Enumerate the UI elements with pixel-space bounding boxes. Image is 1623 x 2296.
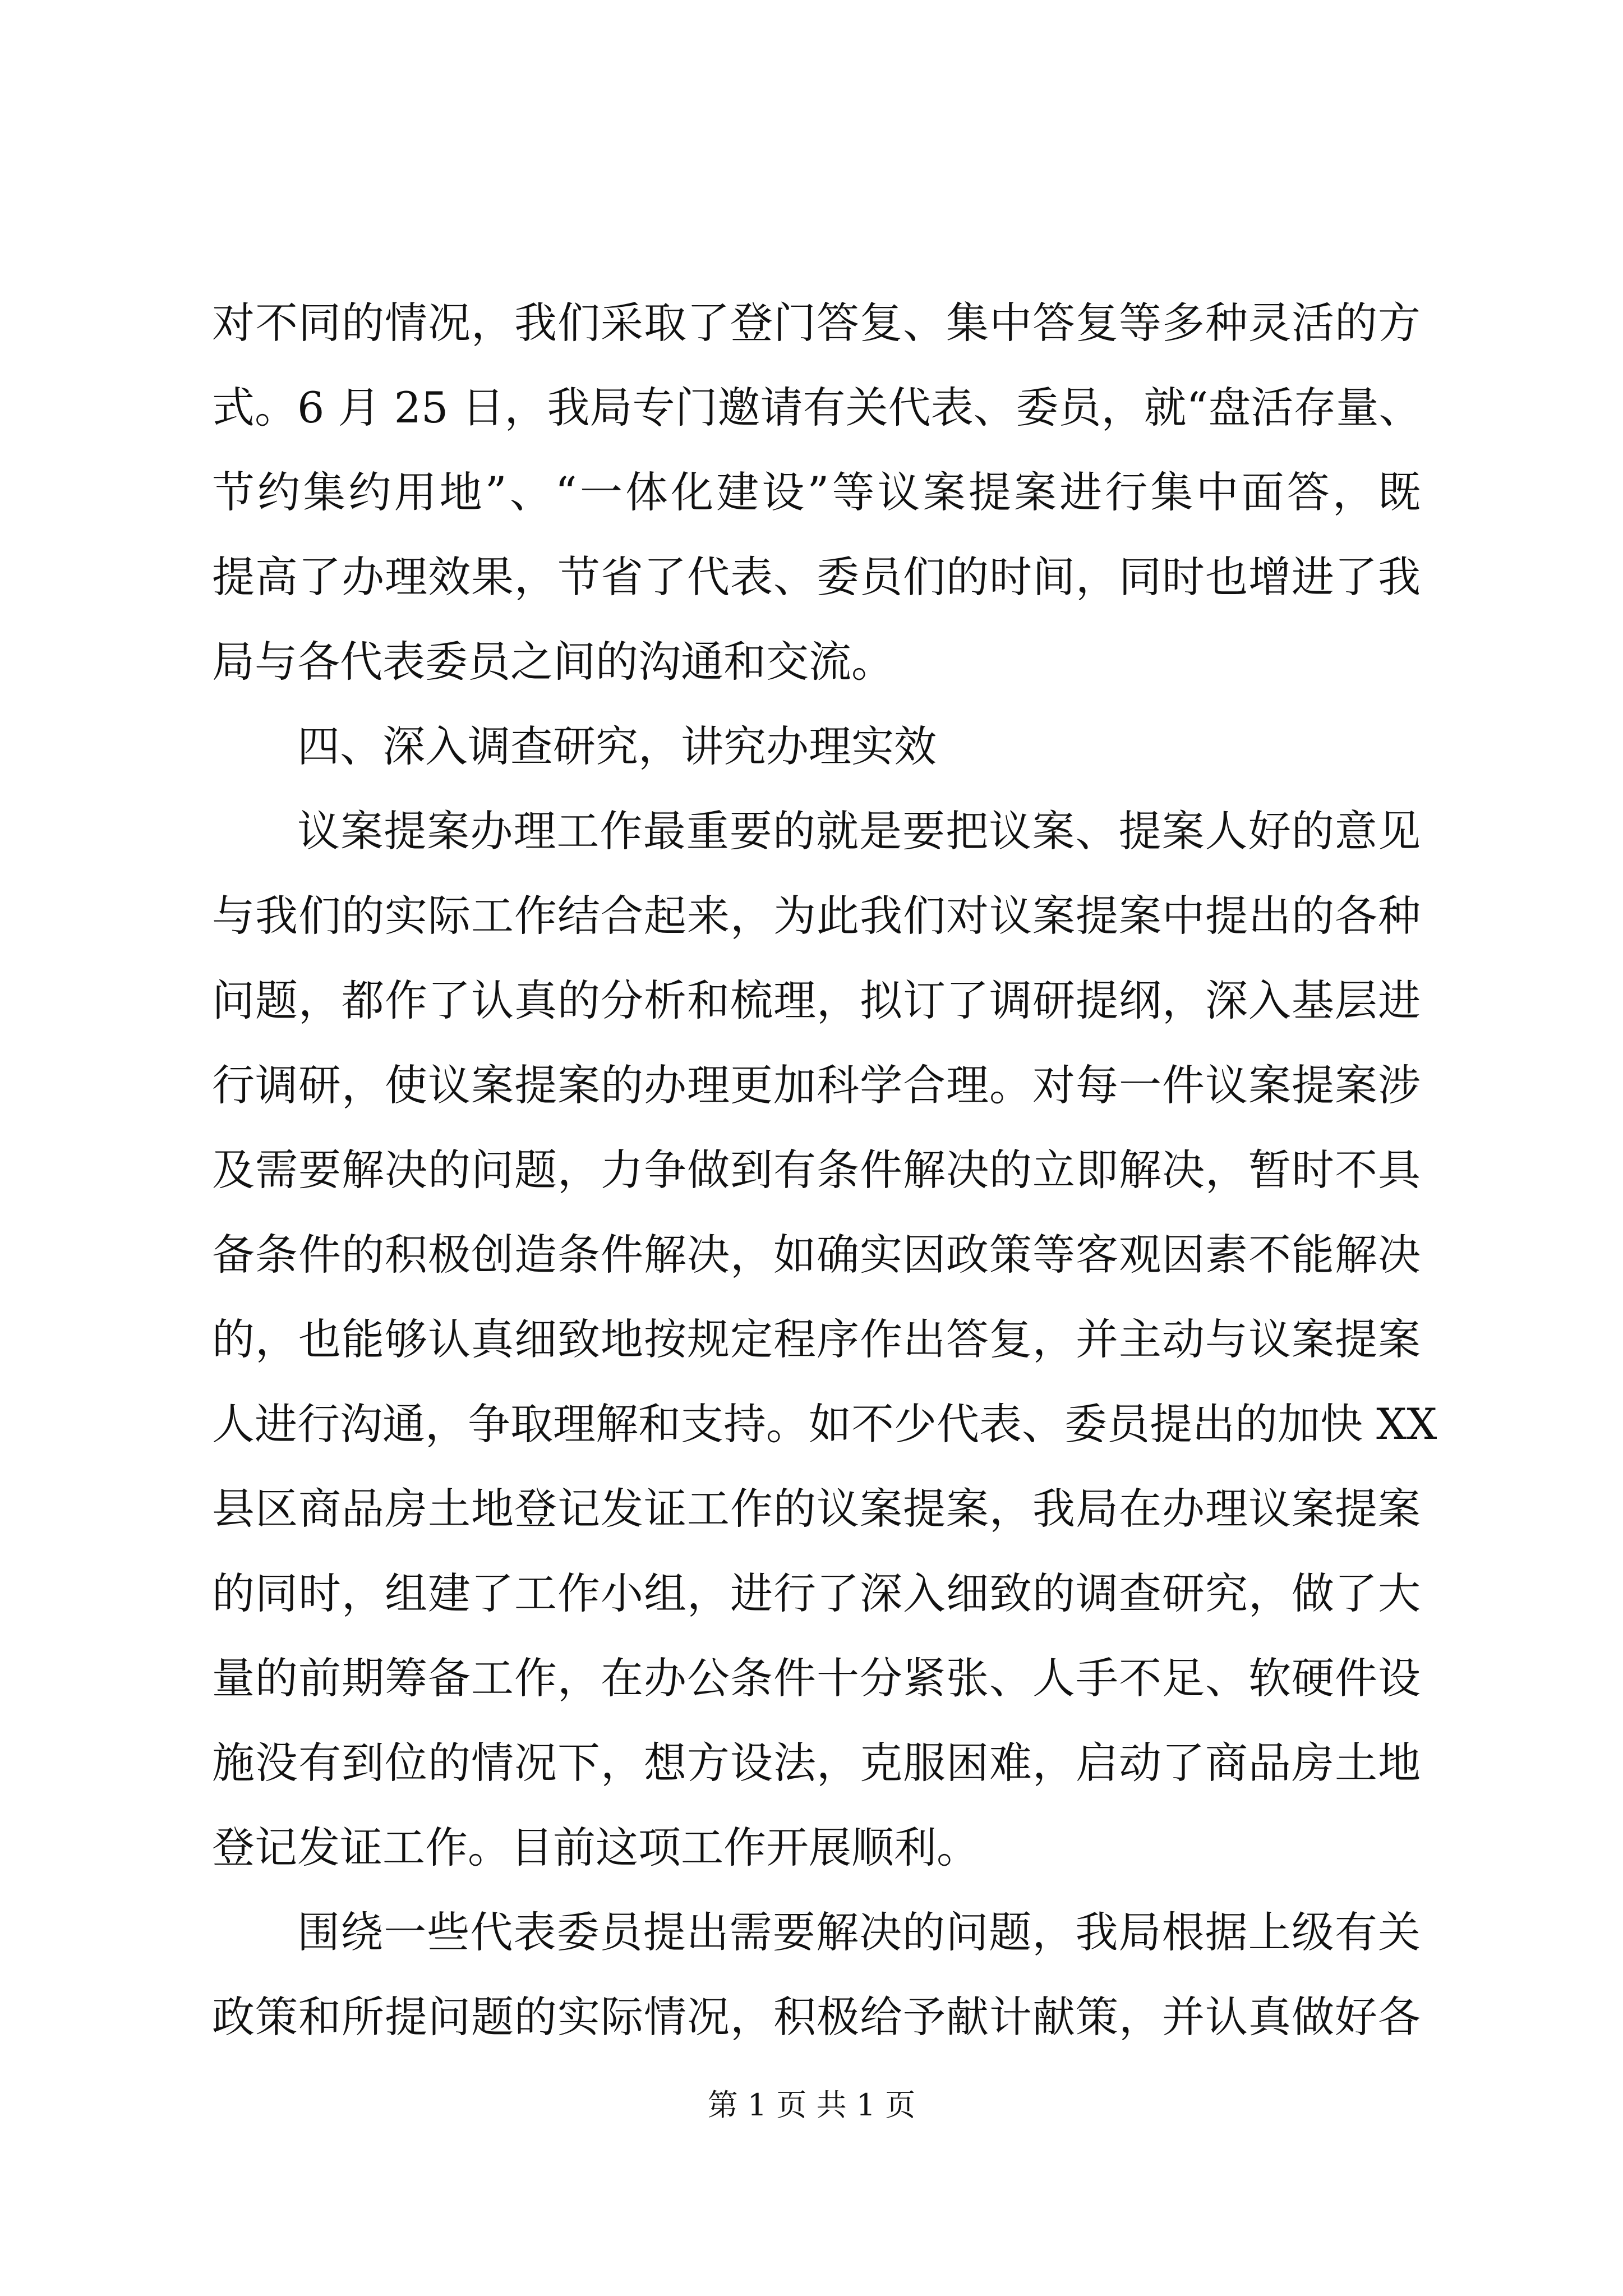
text-line: 局与各代表委员之间的沟通和交流。 xyxy=(212,637,894,687)
document-body xyxy=(212,280,1437,2059)
text-line: 施没有到位的情况下，想方设法，克服困难，启动了商品房土地 xyxy=(212,1738,1421,1788)
text-line: 人进行沟通，争取理解和支持。如不少代表、委员提出的加快 XX xyxy=(212,1399,1437,1449)
text-line: 县区商品房土地登记发证工作的议案提案，我局在办理议案提案 xyxy=(212,1484,1421,1534)
text-line: 政策和所提问题的实际情况，积极给予献计献策，并认真做好各 xyxy=(212,1992,1421,2042)
text-line: 行调研，使议案提案的办理更加科学合理。对每一件议案提案涉 xyxy=(212,1060,1421,1110)
text-line: 围绕一些代表委员提出需要解决的问题，我局根据上级有关 xyxy=(297,1907,1421,1957)
text-line: 量的前期筹备工作，在办公条件十分紧张、人手不足、软硬件设 xyxy=(212,1653,1421,1703)
text-line: 及需要解决的问题，力争做到有条件解决的立即解决，暂时不具 xyxy=(212,1145,1421,1195)
text-line: 的同时，组建了工作小组，进行了深入细致的调查研究，做了大 xyxy=(212,1568,1421,1618)
text-line: 对不同的情况，我们采取了登门答复、集中答复等多种灵活的方 xyxy=(212,298,1421,348)
text-line: 备条件的积极创造条件解决，如确实因政策等客观因素不能解决 xyxy=(212,1230,1421,1280)
text-line: 登记发证工作。目前这项工作开展顺利。 xyxy=(212,1823,979,1872)
text-line: 四、深入调查研究，讲究办理实效 xyxy=(297,721,937,771)
text-line: 提高了办理效果，节省了代表、委员们的时间，同时也增进了我 xyxy=(212,552,1421,602)
text-line: 的，也能够认真细致地按规定程序作出答复，并主动与议案提案 xyxy=(212,1314,1421,1364)
text-line: 议案提案办理工作最重要的就是要把议案、提案人好的意见 xyxy=(297,806,1421,856)
text-line: 节约集约用地”、“一体化建设”等议案提案进行集中面答，既 xyxy=(212,467,1421,517)
text-line: 式。6 月 25 日，我局专门邀请有关代表、委员，就“盘活存量、 xyxy=(212,383,1422,432)
text-line: 问题，都作了认真的分析和梳理，拟订了调研提纲，深入基层进 xyxy=(212,976,1421,1025)
text-line: 与我们的实际工作结合起来，为此我们对议案提案中提出的各种 xyxy=(212,891,1421,941)
page-footer: 第 1 页 共 1 页 xyxy=(707,2087,916,2123)
